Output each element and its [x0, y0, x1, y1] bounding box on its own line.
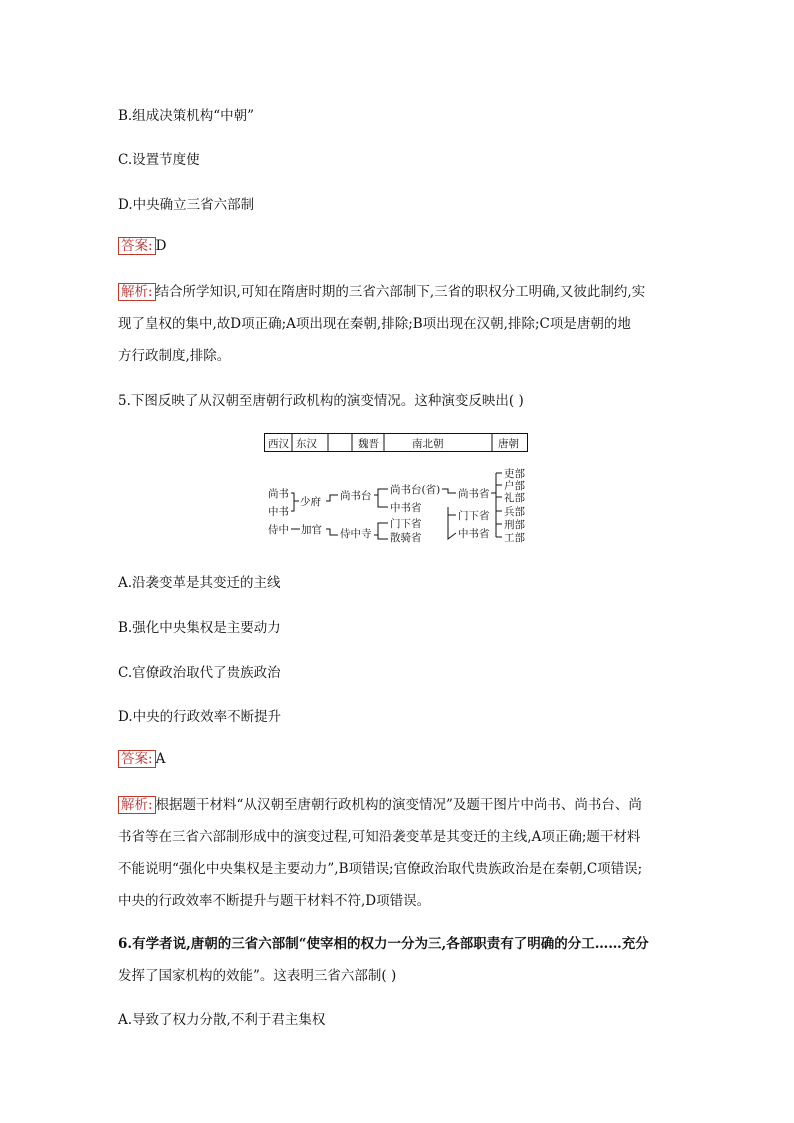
office-label: 尚书 [268, 488, 289, 500]
office-label: 尚书省 [458, 488, 490, 500]
connector [374, 489, 388, 539]
analysis-line: 结合所学知识,可知在隋唐时期的三省六部制下,三省的职权分工明确,又彼此制约,实 [155, 284, 646, 300]
answer-value: A [155, 751, 166, 767]
era-label: 南北朝 [412, 438, 444, 450]
ministry-label: 刑部 [504, 519, 525, 531]
q4-analysis [118, 276, 678, 372]
q5-option-a: A.沿袭变革是其变迁的主线 [118, 575, 281, 591]
connector [291, 493, 299, 511]
analysis-line: 书省等在三省六部制形成中的演变过程,可知沿袭变革是其变迁的主线,A项正确;题干材料 [118, 829, 641, 845]
analysis-tag: 解析: [118, 796, 156, 814]
stem-line: 发挥了国家机构的效能”。这表明三省六部制( ) [118, 968, 397, 984]
analysis-line: 方行政制度,排除。 [118, 348, 231, 364]
office-label: 散骑省 [390, 532, 422, 544]
q5-answer [118, 750, 165, 768]
q5-option-d: D.中央的行政效率不断提升 [118, 709, 282, 725]
era-label: 西汉 [268, 438, 289, 450]
ministry-label: 吏部 [504, 468, 525, 480]
q4-answer [118, 237, 166, 255]
ministry-label: 礼部 [504, 492, 525, 504]
ministry-label: 工部 [504, 532, 525, 544]
q5-analysis [118, 789, 678, 917]
analysis-line: 现了皇权的集中,故D项正确;A项出现在秦朝,排除;B项出现在汉朝,排除;C项是唐朝的地 [118, 316, 631, 332]
q4-option-d: D.中央确立三省六部制 [118, 197, 255, 213]
analysis-line: 根据题干材料“从汉朝至唐朝行政机构的演变情况”及题干图片中尚书、尚书台、尚 [155, 797, 642, 813]
era-label: 东汉 [296, 438, 317, 450]
analysis-line: 不能说明“强化中央集权是主要动力”,B项错误;官僚政治取代贵族政治是在秦朝,C项错误; [118, 861, 643, 877]
office-label: 中书省 [390, 502, 422, 514]
office-label: 侍中 [268, 524, 289, 536]
office-label: 门下省 [458, 510, 490, 522]
connector [442, 489, 456, 539]
office-label: 少府 [300, 496, 321, 508]
office-label: 门下省 [390, 518, 422, 530]
q6-option-a: A.导致了权力分散,不利于君主集权 [118, 1012, 326, 1028]
q4-option-c: C.设置节度使 [118, 152, 200, 168]
office-label: 尚书台 [340, 490, 372, 502]
q6-stem [118, 928, 678, 992]
answer-tag: 答案: [118, 750, 156, 768]
era-label: 唐朝 [498, 438, 519, 450]
connector [326, 495, 338, 535]
ministry-label: 兵部 [504, 506, 525, 518]
answer-tag: 答案: [118, 237, 156, 255]
stem-line: 6.有学者说,唐朝的三省六部制“使宰相的权力一分为三,各部职责有了明确的分工……充分 [118, 936, 649, 952]
era-label: 魏晋 [358, 438, 379, 450]
q4-option-b: B.组成决策机构“中朝” [118, 108, 255, 124]
ministry-label: 户部 [504, 480, 525, 492]
office-label: 中书省 [458, 528, 490, 540]
analysis-line: 中央的行政效率不断提升与题干材料不符,D项错误。 [118, 893, 431, 909]
analysis-tag: 解析: [118, 283, 156, 301]
office-label: 尚书台(省) [390, 484, 441, 496]
q5-option-c: C.官僚政治取代了贵族政治 [118, 665, 281, 681]
office-label: 加官 [301, 524, 322, 536]
office-label: 侍中寺 [340, 528, 372, 540]
administrative-evolution-diagram [264, 433, 532, 545]
q5-stem: 5.下图反映了从汉朝至唐朝行政机构的演变情况。这种演变反映出( ) [118, 393, 524, 409]
answer-value: D [155, 238, 167, 254]
connector [491, 473, 502, 537]
q5-option-b: B.强化中央集权是主要动力 [118, 620, 281, 636]
office-label: 中书 [268, 506, 289, 518]
